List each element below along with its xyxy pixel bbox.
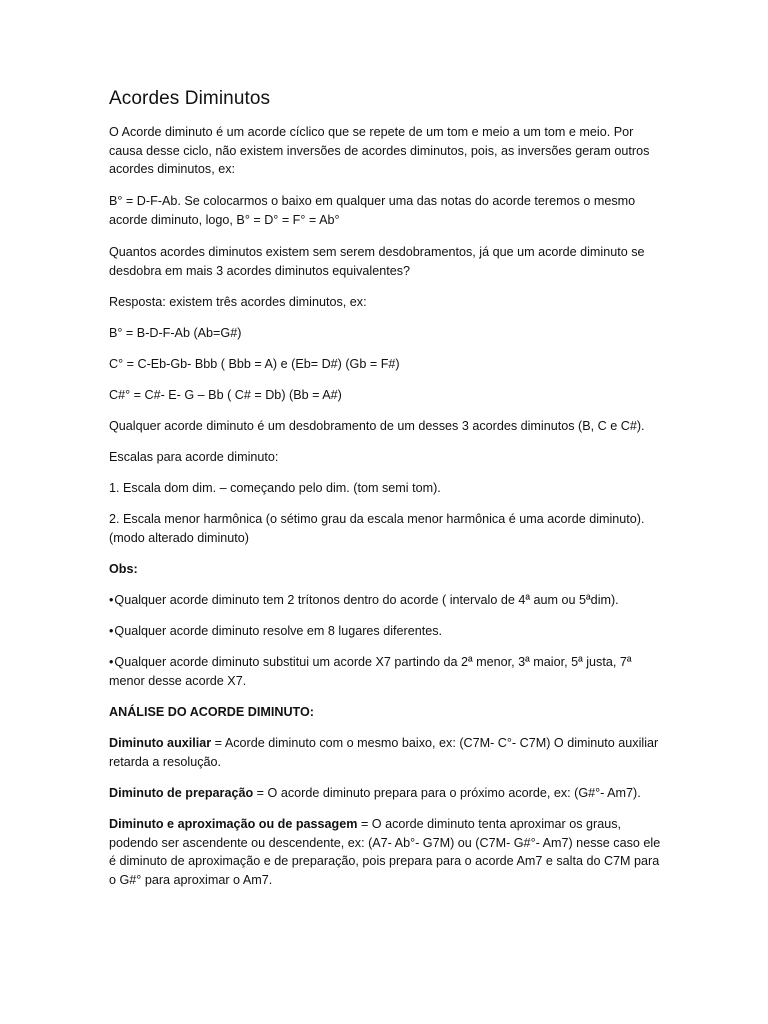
chord-c-line: C° = C-Eb-Gb- Bbb ( Bbb = A) e (Eb= D#) (Gb = F#) — [109, 357, 400, 371]
bullet-icon: • — [109, 593, 114, 607]
question-paragraph: Quantos acordes diminutos existem sem serem desdobramentos, já que um acorde diminuto se desdobra em mais 3 acordes diminutos equivalentes? — [109, 245, 645, 278]
obs-bullet-text: Qualquer acorde diminuto tem 2 trítonos dentro do acorde ( intervalo de 4ª aum ou 5ªdim). — [114, 593, 619, 607]
auxiliar-text: = Acorde diminuto com o mesmo baixo, ex: (C7M- C°- C7M) O diminuto auxiliar retarda a resolução. — [109, 736, 659, 769]
page-title: Acordes Diminutos — [109, 88, 271, 109]
intro-paragraph: O Acorde diminuto é um acorde cíclico que se repete de um tom e meio a um tom e meio. Por causa desse ciclo, não existem inversões de acordes diminutos, pois, as inversões geram outros acordes diminutos, ex: — [109, 125, 650, 177]
chord-csharp-line: C#° = C#- E- G – Bb ( C# = Db) (Bb = A#) — [109, 388, 342, 402]
chord-b-line: B° = B-D-F-Ab (Ab=G#) — [109, 326, 242, 340]
auxiliar-paragraph — [109, 734, 664, 771]
aproximacao-term: Diminuto e aproximação ou de passagem — [109, 817, 358, 831]
obs-heading: Obs: — [109, 562, 138, 576]
obs-bullet-item — [109, 653, 664, 690]
preparacao-paragraph — [109, 784, 664, 803]
example-b-paragraph: B° = D-F-Ab. Se colocarmos o baixo em qualquer uma das notas do acorde teremos o mesmo acorde diminuto, logo, B° = D° = F° = Ab° — [109, 194, 636, 227]
scale-2-paragraph: 2. Escala menor harmônica (o sétimo grau da escala menor harmônica é uma acorde diminuto). (modo alterado diminuto) — [109, 512, 645, 545]
answer-paragraph: Resposta: existem três acordes diminutos, ex: — [109, 295, 367, 309]
auxiliar-term: Diminuto auxiliar — [109, 736, 212, 750]
preparacao-text: = O acorde diminuto prepara para o próximo acorde, ex: (G#°- Am7). — [253, 786, 641, 800]
aproximacao-text: = O acorde diminuto tenta aproximar os graus, podendo ser ascendente ou descendente, ex: (A7- Ab°- G7M) ou (C7M- G#°- Am7) nesse caso ele é diminuto de aproximação e de preparação, pois prepara para o acorde Am7 e salta do C7M para o G#° para aproximar o Am7. — [109, 817, 661, 888]
scale-1-line: 1. Escala dom dim. – começando pelo dim. (tom semi tom). — [109, 481, 441, 495]
obs-bullet-text: Qualquer acorde diminuto resolve em 8 lugares diferentes. — [114, 624, 443, 638]
obs-bullet-text: Qualquer acorde diminuto substitui um acorde X7 partindo da 2ª menor, 3ª maior, 5ª justa, 7ª menor desse acorde X7. — [109, 655, 632, 688]
analysis-heading: ANÁLISE DO ACORDE DIMINUTO: — [109, 705, 314, 719]
aproximacao-paragraph — [109, 815, 664, 890]
obs-bullet-item — [109, 591, 664, 610]
unfold-note-paragraph: Qualquer acorde diminuto é um desdobramento de um desses 3 acordes diminutos (B, C e C#). — [109, 419, 645, 433]
bullet-icon: • — [109, 624, 114, 638]
scales-heading: Escalas para acorde diminuto: — [109, 450, 279, 464]
obs-bullet-item — [109, 622, 664, 641]
preparacao-term: Diminuto de preparação — [109, 786, 254, 800]
bullet-icon: • — [109, 655, 114, 669]
